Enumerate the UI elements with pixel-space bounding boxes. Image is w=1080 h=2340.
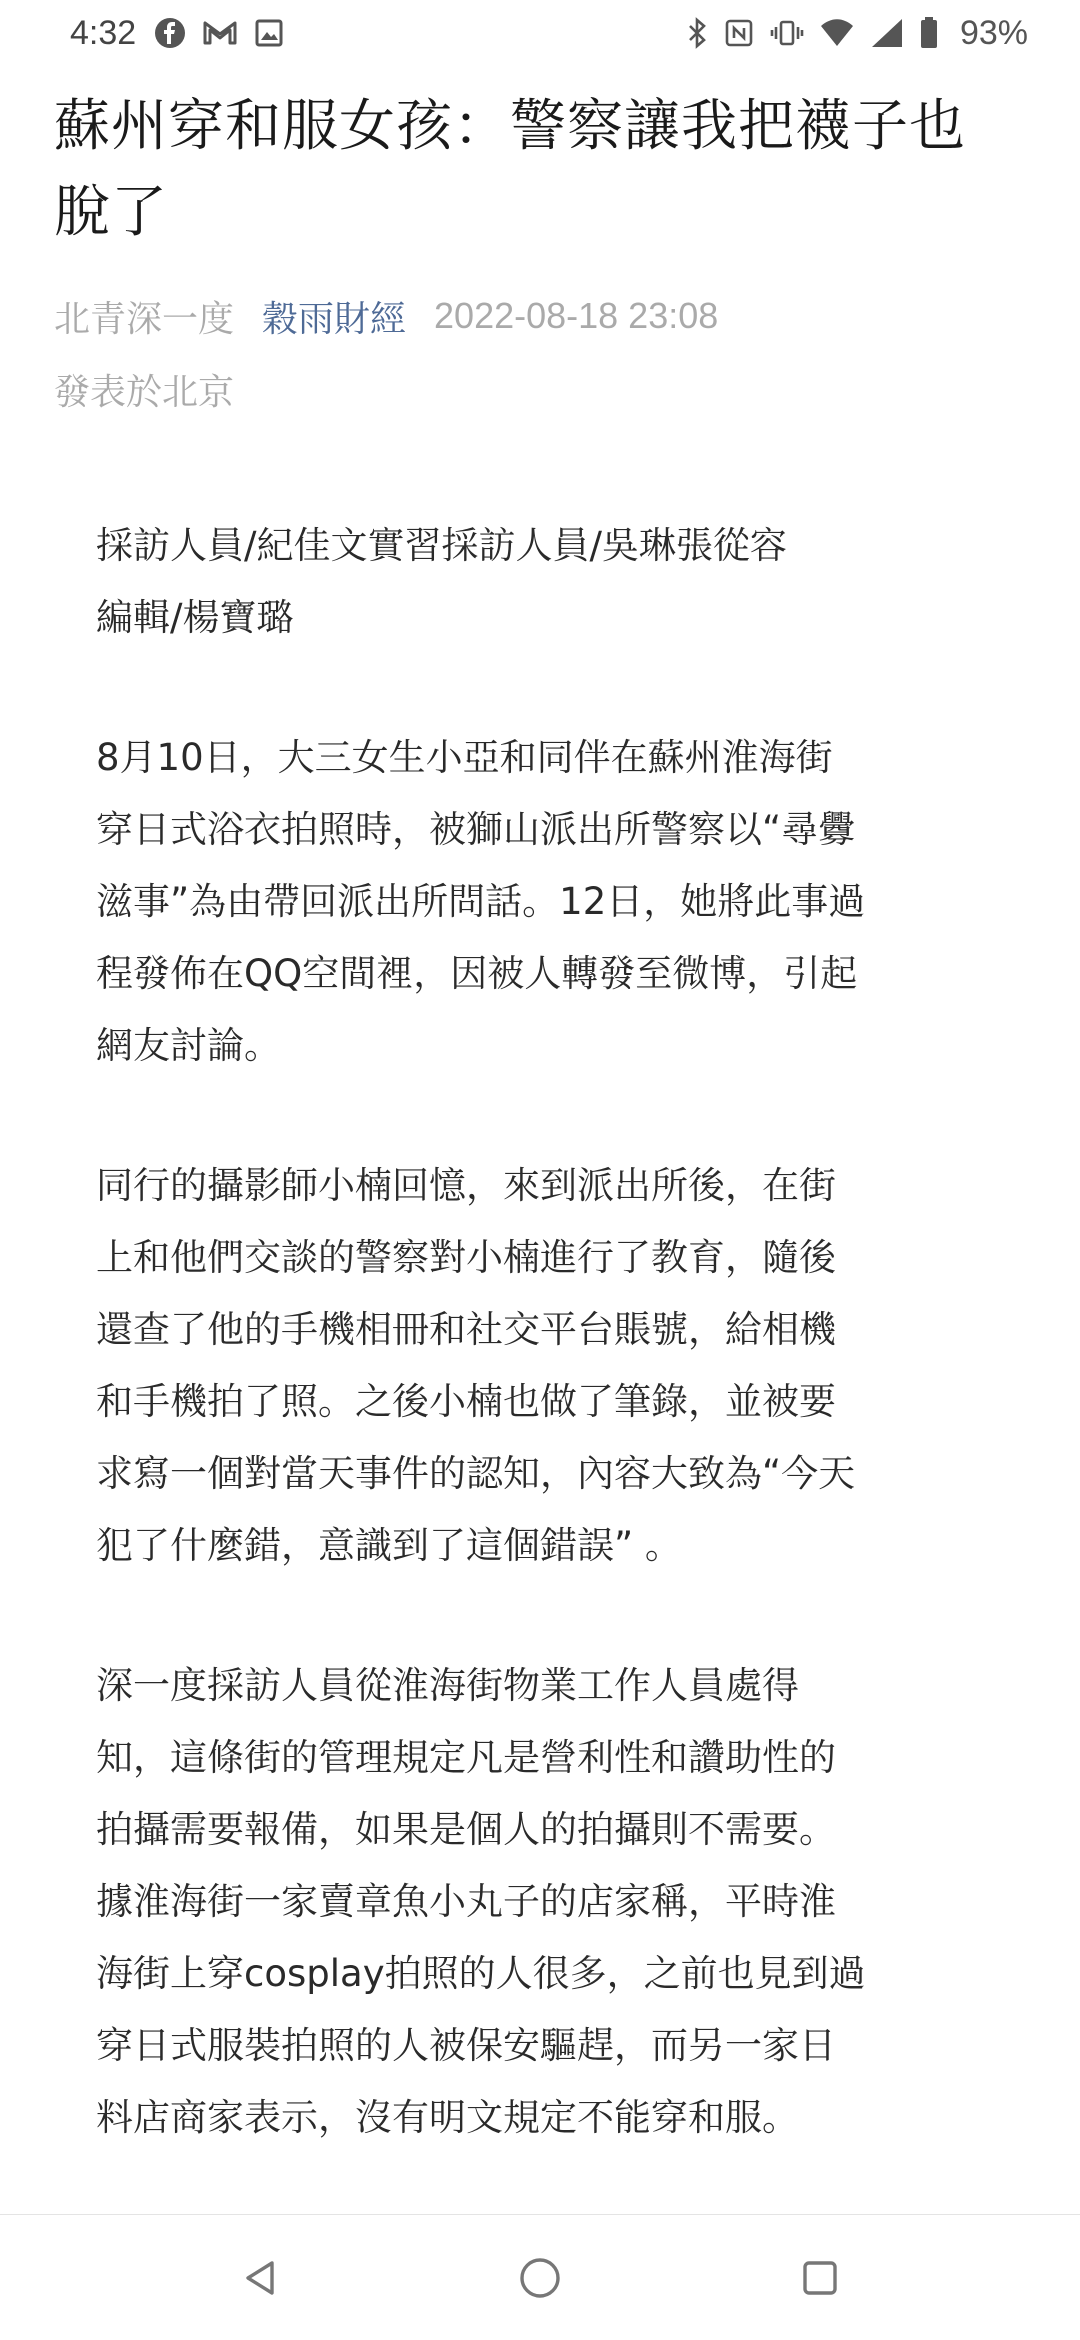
paragraph-line: 海街上穿cosplay拍照的人很多，之前也見到過 bbox=[96, 1952, 866, 1995]
paragraph-line: 深一度採訪人員從淮海街物業工作人員處得 bbox=[96, 1664, 799, 1707]
facebook-icon bbox=[154, 17, 186, 49]
back-icon[interactable] bbox=[210, 2228, 310, 2328]
article-title bbox=[54, 84, 1024, 256]
article-title-line: 脫了 bbox=[54, 180, 168, 245]
recents-icon[interactable] bbox=[770, 2228, 870, 2328]
battery-percentage: 93% bbox=[959, 13, 1028, 52]
vibrate-icon bbox=[770, 18, 804, 48]
system-navigation-bar bbox=[0, 2214, 1080, 2340]
clock: 4:32 bbox=[70, 13, 137, 52]
article-meta bbox=[54, 286, 718, 346]
paragraph-line: 犯了什麼錯，意識到了這個錯誤” 。 bbox=[96, 1524, 682, 1567]
paragraph-line: 編輯/楊寶璐 bbox=[96, 596, 294, 639]
status-bar bbox=[0, 0, 1080, 66]
paragraph-line: 穿日式服裝拍照的人被保安驅趕，而另一家日 bbox=[96, 2024, 836, 2067]
bluetooth-icon bbox=[686, 17, 708, 49]
article-paragraph bbox=[96, 722, 996, 1082]
paragraph-line: 同行的攝影師小楠回憶，來到派出所後，在街 bbox=[96, 1164, 836, 1207]
paragraph-line: 網友討論。 bbox=[96, 1024, 281, 1067]
paragraph-line: 上和他們交談的警察對小楠進行了教育，隨後 bbox=[96, 1236, 836, 1279]
article-source: 北青深一度 bbox=[54, 298, 235, 340]
status-bar-left bbox=[70, 14, 300, 53]
gallery-icon bbox=[254, 18, 284, 48]
paragraph-line: 還查了他的手機相冊和社交平台賬號，給相機 bbox=[96, 1308, 836, 1351]
article-paragraph-credits bbox=[96, 510, 996, 654]
gmail-icon bbox=[202, 19, 238, 47]
paragraph-line: 滋事”為由帶回派出所問話。12日，她將此事過 bbox=[96, 880, 866, 923]
article-body bbox=[96, 510, 996, 2222]
article-title-line: 蘇州穿和服女孩：警察讓我把襪子也 bbox=[54, 94, 966, 159]
paragraph-line: 採訪人員/紀佳文實習採訪人員/吳琳張從容 bbox=[96, 524, 787, 567]
cell-signal-icon bbox=[870, 17, 904, 49]
battery-icon bbox=[920, 17, 938, 49]
status-bar-right bbox=[686, 14, 1028, 53]
paragraph-line: 和手機拍了照。之後小楠也做了筆錄，並被要 bbox=[96, 1380, 836, 1423]
paragraph-line: 料店商家表示，沒有明文規定不能穿和服。 bbox=[96, 2096, 799, 2139]
nfc-icon bbox=[724, 18, 754, 48]
article-paragraph bbox=[96, 1650, 996, 2154]
article-paragraph bbox=[96, 1150, 996, 1582]
paragraph-line: 穿日式浴衣拍照時，被獅山派出所警察以“尋釁 bbox=[96, 808, 856, 851]
paragraph-line: 據淮海街一家賣章魚小丸子的店家稱，平時淮 bbox=[96, 1880, 836, 1923]
paragraph-line: 程發佈在QQ空間裡，因被人轉發至微博，引起 bbox=[96, 952, 858, 995]
article-date: 2022-08-18 23:08 bbox=[434, 295, 719, 336]
paragraph-line: 8月10日，大三女生小亞和同伴在蘇州淮海街 bbox=[96, 736, 833, 779]
article-location: 發表於北京 bbox=[54, 372, 235, 413]
home-icon[interactable] bbox=[490, 2228, 590, 2328]
wifi-icon bbox=[820, 18, 854, 48]
paragraph-line: 求寫一個對當天事件的認知，內容大致為“今天 bbox=[96, 1452, 856, 1495]
article-author-link[interactable]: 穀雨財經 bbox=[262, 298, 407, 340]
paragraph-line: 知，這條街的管理規定凡是營利性和讚助性的 bbox=[96, 1736, 836, 1779]
paragraph-line: 拍攝需要報備，如果是個人的拍攝則不需要。 bbox=[96, 1808, 836, 1851]
